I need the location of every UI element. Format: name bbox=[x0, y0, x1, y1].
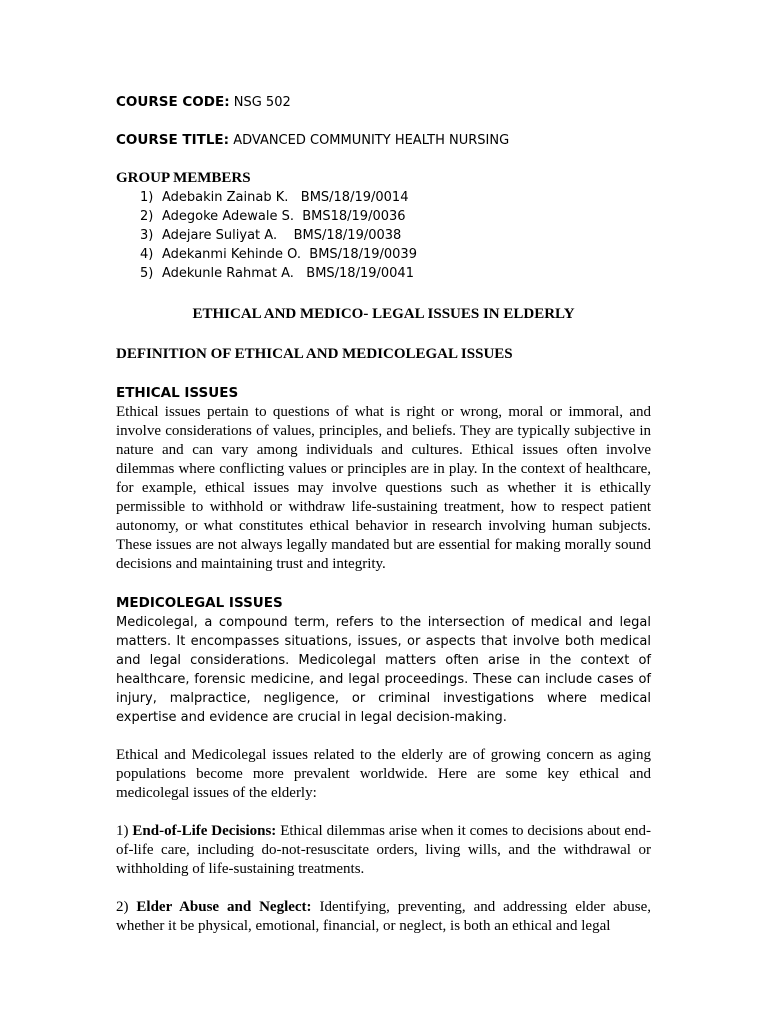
list-item-number: 2) bbox=[140, 209, 154, 224]
course-title-label: COURSE TITLE: bbox=[116, 132, 230, 148]
member-name: Adekanmi Kehinde O. BMS/18/19/0039 bbox=[162, 247, 417, 262]
issue-number: 1) bbox=[116, 823, 129, 839]
group-members-list bbox=[116, 188, 651, 283]
document-title: ETHICAL AND MEDICO- LEGAL ISSUES IN ELDERLY bbox=[192, 306, 575, 322]
issue-body: Ethical dilemmas arise when it comes to decisions about end-of-life care, including do-not-resuscitate orders, living wills, and the withdrawal or withholding of life-sustaining treatments. bbox=[116, 823, 652, 877]
member-name: Adegoke Adewale S. BMS18/19/0036 bbox=[162, 209, 406, 224]
intro-paragraph: Ethical and Medicolegal issues related to the elderly are of growing concern as aging populations become more prevalent worldwide. Here are some key ethical and medicolegal issues of the elderly: bbox=[116, 747, 651, 801]
list-item bbox=[116, 226, 651, 245]
course-code-label: COURSE CODE: bbox=[116, 94, 230, 110]
issue-title: Elder Abuse and Neglect: bbox=[136, 899, 312, 915]
group-members-heading: GROUP MEMBERS bbox=[116, 170, 251, 186]
issue-body: Identifying, preventing, and addressing elder abuse, whether it be physical, emotional, financial, or neglect, is both an ethical and legal bbox=[116, 899, 652, 934]
list-item-number: 5) bbox=[140, 266, 154, 281]
issue-number: 2) bbox=[116, 899, 129, 915]
list-item bbox=[116, 264, 651, 283]
ethical-issues-paragraph: Ethical issues pertain to questions of what is right or wrong, moral or immoral, and involve considerations of values, principles, and beliefs. They are typically subjective in nature and can vary among individuals and cultures. Ethical issues often involve dilemmas where conflicting values or principles are in play. In the context of healthcare, for example, ethical issues may involve questions such as whether it is ethically permissible to withhold or withdraw life-sustaining treatment, how to respect patient autonomy, or what constitutes ethical behavior in research involving human subjects. These issues are not always legally mandated but are essential for making morally sound decisions and maintaining trust and integrity. bbox=[116, 404, 651, 572]
definition-heading: DEFINITION OF ETHICAL AND MEDICOLEGAL ISSUES bbox=[116, 346, 513, 362]
course-code-value: NSG 502 bbox=[233, 95, 291, 110]
course-title-value: ADVANCED COMMUNITY HEALTH NURSING bbox=[233, 133, 510, 148]
member-name: Adekunle Rahmat A. BMS/18/19/0041 bbox=[162, 266, 414, 281]
document-page bbox=[116, 93, 651, 936]
course-title-line bbox=[116, 131, 651, 150]
medicolegal-issues-heading: MEDICOLEGAL ISSUES bbox=[116, 595, 283, 611]
list-item-number: 1) bbox=[140, 190, 154, 205]
issue-paragraph-elder-abuse bbox=[116, 898, 651, 936]
medicolegal-issues-paragraph: Medicolegal, a compound term, refers to the intersection of medical and legal matters. It encompasses situations, issues, or aspects that involve both medical and legal considerations. Medicolegal matters often arise in the context of healthcare, forensic medicine, and legal proceedings. These can include cases of injury, malpractice, negligence, or criminal investigations where medical expertise and evidence are crucial in legal decision-making. bbox=[116, 615, 651, 725]
issue-paragraph-end-of-life bbox=[116, 822, 651, 879]
list-item bbox=[116, 207, 651, 226]
ethical-issues-heading: ETHICAL ISSUES bbox=[116, 385, 239, 401]
list-item-number: 4) bbox=[140, 247, 154, 262]
list-item bbox=[116, 245, 651, 264]
list-item bbox=[116, 188, 651, 207]
member-name: Adejare Suliyat A. BMS/18/19/0038 bbox=[162, 228, 402, 243]
issue-title: End-of-Life Decisions: bbox=[132, 823, 277, 839]
member-name: Adebakin Zainab K. BMS/18/19/0014 bbox=[162, 190, 409, 205]
course-code-line bbox=[116, 93, 651, 112]
list-item-number: 3) bbox=[140, 228, 154, 243]
